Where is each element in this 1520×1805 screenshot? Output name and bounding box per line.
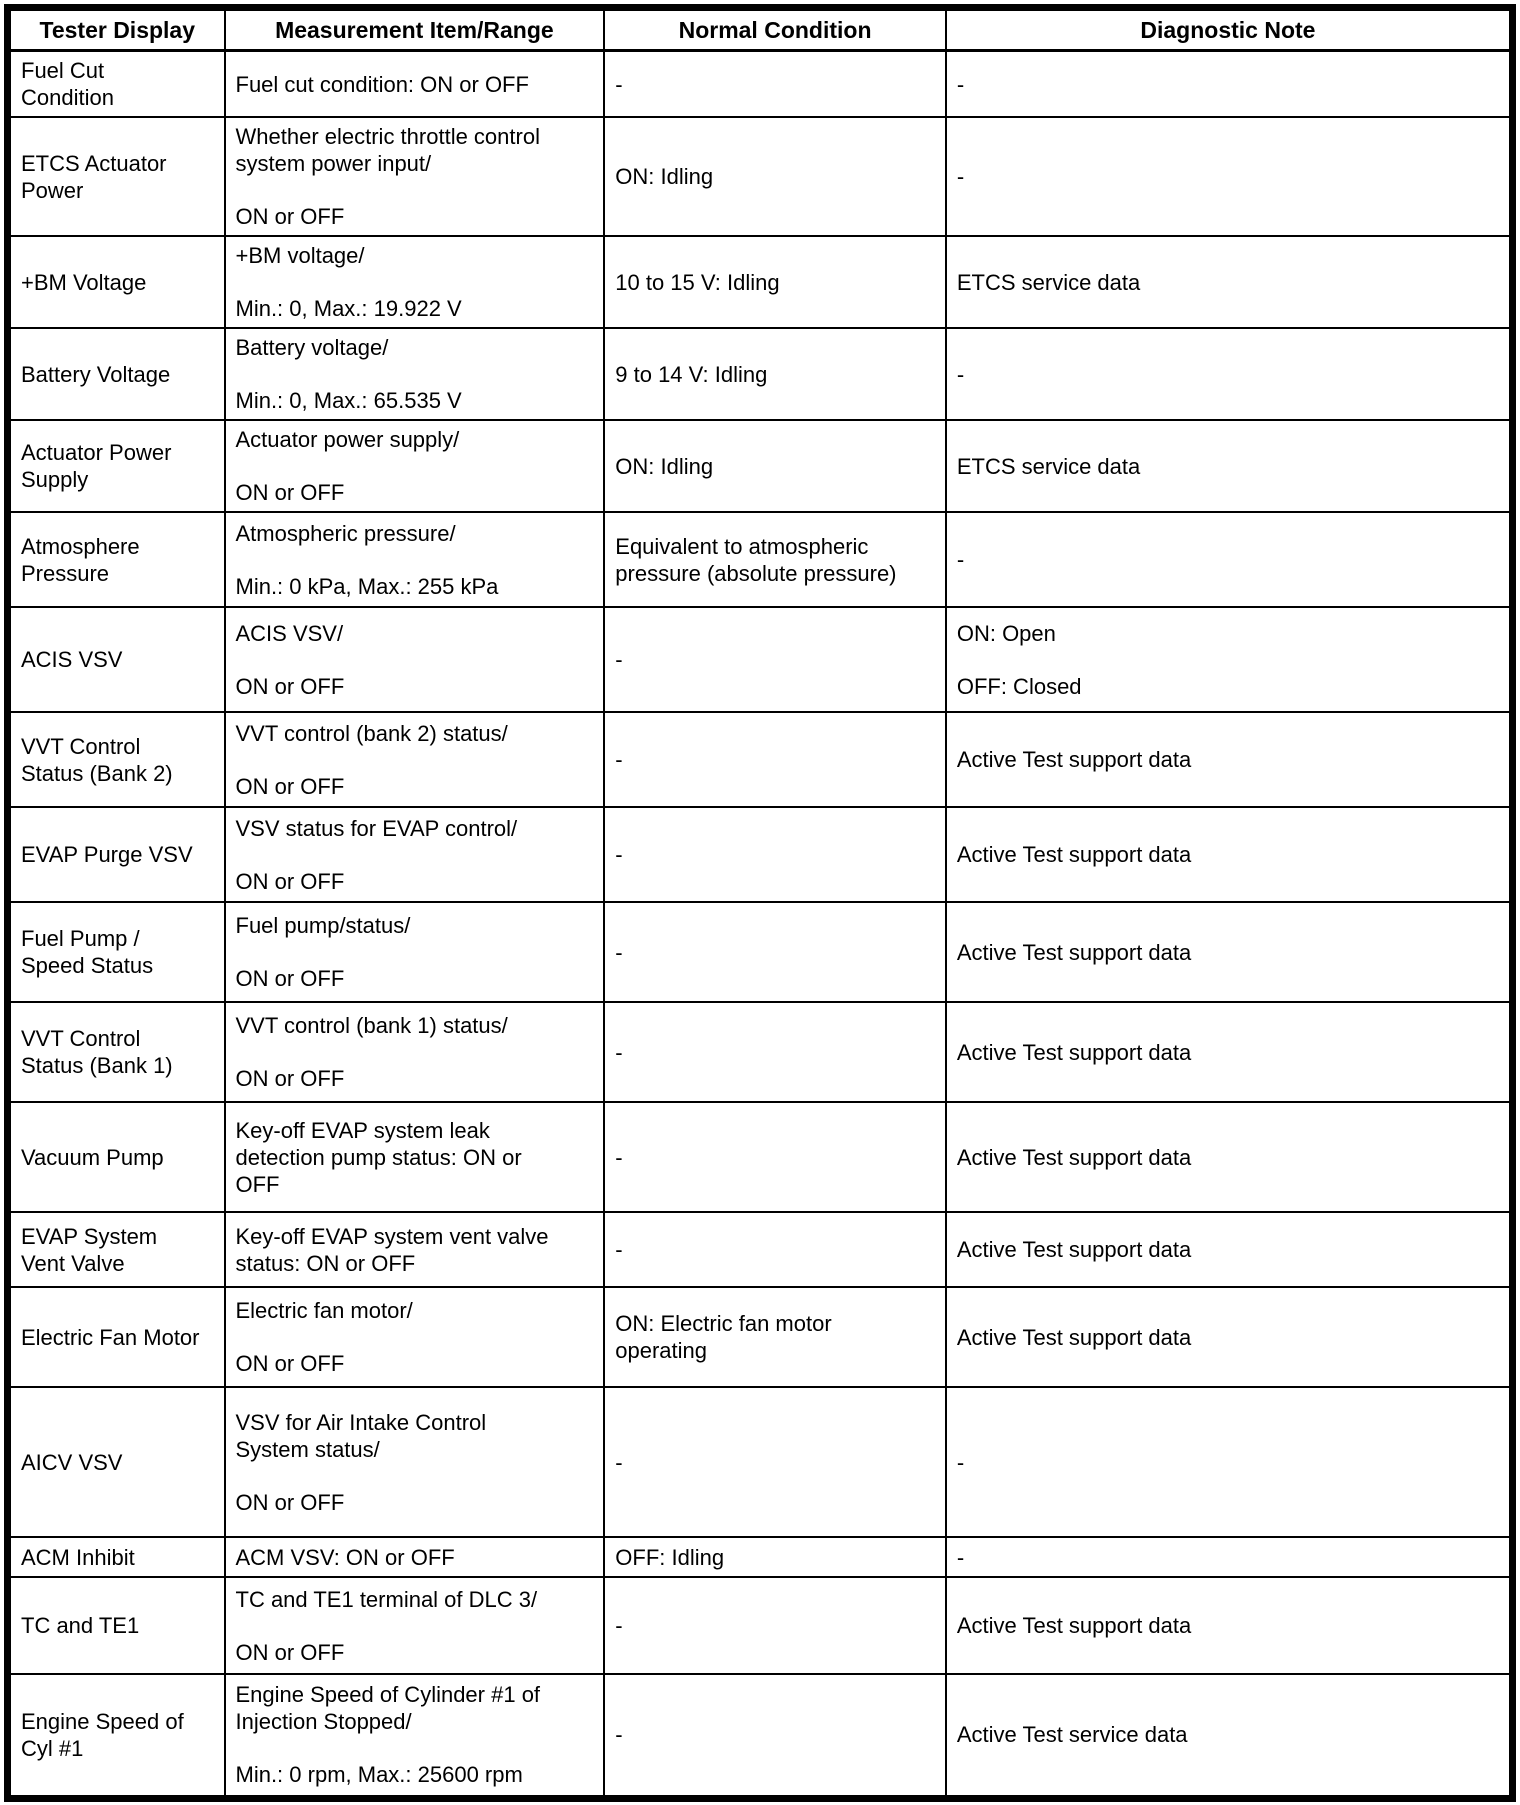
text-line: - bbox=[615, 647, 623, 672]
text-line: ON: Open bbox=[956, 620, 1056, 646]
diagnostic-note-cell bbox=[946, 1002, 1513, 1102]
text-line: VVT Control bbox=[21, 1026, 141, 1051]
measurement-item-cell bbox=[225, 1212, 605, 1287]
text-line: - bbox=[615, 842, 623, 867]
normal-condition-cell bbox=[604, 117, 946, 236]
table-row bbox=[8, 607, 1513, 712]
text-line: operating bbox=[615, 1338, 708, 1363]
column-header-normal-condition: Normal Condition bbox=[604, 8, 946, 51]
table-row bbox=[8, 51, 1513, 118]
measurement-item-cell bbox=[225, 1102, 605, 1212]
text-line: Condition bbox=[21, 85, 114, 110]
table-row bbox=[8, 1002, 1513, 1102]
text-line: Active Test support data bbox=[956, 1613, 1192, 1638]
text-line: OFF bbox=[235, 1171, 280, 1197]
paragraph-gap bbox=[236, 1735, 596, 1761]
paragraph-gap bbox=[236, 939, 596, 965]
text-line: EVAP System bbox=[21, 1223, 158, 1249]
text-line: Vacuum Pump bbox=[21, 1144, 164, 1170]
text-line: - bbox=[615, 1237, 623, 1262]
text-line: ACM VSV: ON or OFF bbox=[235, 1544, 455, 1570]
table-row bbox=[8, 1577, 1513, 1674]
text-line: Active Test support data bbox=[956, 1324, 1192, 1350]
diagnostic-note-cell bbox=[946, 236, 1513, 328]
diagnostic-note-cell bbox=[946, 1287, 1513, 1387]
text-line: ON: Idling bbox=[615, 453, 714, 479]
column-header-tester-display: Tester Display bbox=[8, 8, 225, 51]
table-row bbox=[8, 1674, 1513, 1798]
text-line: Atmosphere bbox=[21, 533, 140, 559]
text-line: Active Test service data bbox=[956, 1722, 1188, 1748]
text-line: pressure (absolute pressure) bbox=[615, 560, 897, 586]
measurement-item-cell bbox=[225, 236, 605, 328]
normal-condition-cell bbox=[604, 712, 946, 807]
paragraph-gap bbox=[236, 177, 596, 203]
text-line: Supply bbox=[21, 467, 89, 492]
text-line: 9 to 14 V: Idling bbox=[615, 361, 768, 387]
table-row bbox=[8, 117, 1513, 236]
text-line: ON or OFF bbox=[235, 773, 345, 799]
text-line: - bbox=[615, 1039, 623, 1065]
tester-display-cell bbox=[8, 1387, 225, 1537]
text-line: Active Test support data bbox=[956, 1039, 1192, 1065]
normal-condition-cell bbox=[604, 236, 946, 328]
text-line: ACIS VSV/ bbox=[235, 620, 344, 646]
measurement-item-cell bbox=[225, 807, 605, 902]
text-line: ON or OFF bbox=[235, 1639, 345, 1665]
normal-condition-cell bbox=[604, 1102, 946, 1212]
text-line: system power input/ bbox=[235, 151, 432, 176]
paragraph-gap bbox=[236, 647, 596, 673]
normal-condition-cell bbox=[604, 807, 946, 902]
text-line: Min.: 0 kPa, Max.: 255 kPa bbox=[235, 573, 499, 599]
paragraph-gap bbox=[236, 547, 596, 573]
diagnostic-note-cell bbox=[946, 1674, 1513, 1798]
tester-display-cell bbox=[8, 902, 225, 1002]
text-line: Active Test support data bbox=[956, 1144, 1192, 1170]
diagnostic-note-cell bbox=[946, 117, 1513, 236]
paragraph-gap bbox=[236, 269, 596, 295]
text-line: Cyl #1 bbox=[21, 1735, 84, 1761]
measurement-item-cell bbox=[225, 607, 605, 712]
text-line: VSV status for EVAP control/ bbox=[235, 815, 518, 841]
text-line: EVAP Purge VSV bbox=[21, 842, 193, 867]
table-row bbox=[8, 420, 1513, 512]
normal-condition-cell bbox=[604, 1537, 946, 1577]
text-line: Speed Status bbox=[21, 953, 154, 978]
text-line: Status (Bank 2) bbox=[21, 760, 173, 786]
text-line: Active Test support data bbox=[956, 747, 1192, 772]
paragraph-gap bbox=[957, 647, 1501, 673]
text-line: Active Test support data bbox=[956, 842, 1192, 867]
text-line: Whether electric throttle control bbox=[235, 124, 540, 149]
tester-display-cell bbox=[8, 807, 225, 902]
diagnostic-note-cell bbox=[946, 328, 1513, 420]
paragraph-gap bbox=[236, 453, 596, 479]
text-line: Battery voltage/ bbox=[235, 335, 389, 360]
text-line: - bbox=[615, 1613, 623, 1638]
normal-condition-cell bbox=[604, 51, 946, 118]
text-line: +BM voltage/ bbox=[235, 243, 365, 268]
text-line: Equivalent to atmospheric bbox=[615, 533, 869, 559]
text-line: VVT Control bbox=[21, 733, 141, 759]
column-header-measurement-item-range: Measurement Item/Range bbox=[225, 8, 605, 51]
text-line: - bbox=[615, 1449, 623, 1475]
table-row bbox=[8, 1287, 1513, 1387]
paragraph-gap bbox=[236, 1463, 596, 1489]
text-line: - bbox=[615, 1722, 623, 1748]
measurement-item-cell bbox=[225, 512, 605, 607]
diagnostic-note-cell bbox=[946, 902, 1513, 1002]
measurement-item-cell bbox=[225, 1387, 605, 1537]
text-line: - bbox=[956, 164, 965, 189]
text-line: Active Test support data bbox=[956, 1237, 1192, 1262]
text-line: Min.: 0 rpm, Max.: 25600 rpm bbox=[235, 1762, 523, 1788]
text-line: Injection Stopped/ bbox=[235, 1709, 412, 1735]
column-header-diagnostic-note: Diagnostic Note bbox=[946, 8, 1513, 51]
diagnostic-note-cell bbox=[946, 1387, 1513, 1537]
normal-condition-cell bbox=[604, 328, 946, 420]
text-line: Status (Bank 1) bbox=[21, 1053, 173, 1078]
text-line: ETCS service data bbox=[956, 269, 1141, 295]
text-line: - bbox=[615, 747, 623, 772]
text-line: Power bbox=[21, 177, 84, 203]
tester-display-cell bbox=[8, 236, 225, 328]
text-line: ON or OFF bbox=[235, 480, 345, 505]
text-line: Electric fan motor/ bbox=[235, 1298, 413, 1323]
normal-condition-cell bbox=[604, 512, 946, 607]
table-row bbox=[8, 236, 1513, 328]
diagnostic-note-cell bbox=[946, 1577, 1513, 1674]
normal-condition-cell bbox=[604, 1387, 946, 1537]
text-line: ON: Idling bbox=[615, 164, 714, 189]
paragraph-gap bbox=[236, 361, 596, 387]
text-line: ON or OFF bbox=[235, 1066, 345, 1091]
table-row bbox=[8, 1387, 1513, 1537]
tester-display-cell bbox=[8, 1102, 225, 1212]
diagnostic-note-cell bbox=[946, 1537, 1513, 1577]
text-line: TC and TE1 bbox=[21, 1613, 140, 1638]
tester-display-cell bbox=[8, 607, 225, 712]
measurement-item-cell bbox=[225, 1002, 605, 1102]
measurement-item-cell bbox=[225, 1674, 605, 1798]
text-line: ON: Electric fan motor bbox=[615, 1311, 832, 1336]
text-line: ACM Inhibit bbox=[21, 1544, 135, 1570]
paragraph-gap bbox=[236, 1324, 596, 1350]
text-line: ON or OFF bbox=[235, 204, 345, 229]
table-row bbox=[8, 712, 1513, 807]
text-line: VVT control (bank 1) status/ bbox=[235, 1013, 508, 1038]
text-line: - bbox=[956, 361, 965, 387]
text-line: VSV for Air Intake Control bbox=[235, 1409, 487, 1435]
paragraph-gap bbox=[236, 1039, 596, 1065]
text-line: ON or OFF bbox=[235, 966, 345, 991]
measurement-item-cell bbox=[225, 117, 605, 236]
measurement-item-cell bbox=[225, 51, 605, 118]
text-line: Battery Voltage bbox=[21, 361, 171, 387]
normal-condition-cell bbox=[604, 420, 946, 512]
text-line: Active Test support data bbox=[956, 939, 1192, 965]
text-line: ETCS service data bbox=[956, 453, 1141, 479]
text-line: Vent Valve bbox=[21, 1250, 125, 1276]
text-line: ON or OFF bbox=[235, 1351, 345, 1376]
text-line: Electric Fan Motor bbox=[21, 1324, 200, 1350]
text-line: +BM Voltage bbox=[21, 269, 147, 295]
text-line: OFF: Idling bbox=[615, 1544, 725, 1570]
measurement-item-cell bbox=[225, 420, 605, 512]
tester-display-cell bbox=[8, 328, 225, 420]
text-line: Fuel Cut bbox=[21, 58, 105, 83]
tester-display-cell bbox=[8, 117, 225, 236]
text-line: Fuel cut condition: ON or OFF bbox=[235, 71, 529, 97]
paragraph-gap bbox=[236, 1613, 596, 1639]
text-line: - bbox=[615, 939, 623, 965]
table-row bbox=[8, 512, 1513, 607]
text-line: System status/ bbox=[235, 1436, 380, 1462]
text-line: - bbox=[956, 547, 965, 572]
text-line: AICV VSV bbox=[21, 1449, 123, 1475]
text-line: Engine Speed of bbox=[21, 1708, 184, 1734]
normal-condition-cell bbox=[604, 1287, 946, 1387]
text-line: 10 to 15 V: Idling bbox=[615, 269, 780, 295]
text-line: TC and TE1 terminal of DLC 3/ bbox=[235, 1586, 538, 1612]
text-line: status: ON or OFF bbox=[235, 1250, 416, 1276]
table-row bbox=[8, 1102, 1513, 1212]
text-line: Key-off EVAP system vent valve bbox=[235, 1223, 549, 1249]
tester-display-cell bbox=[8, 712, 225, 807]
tester-display-cell bbox=[8, 420, 225, 512]
text-line: Fuel pump/status/ bbox=[235, 913, 411, 938]
table-row bbox=[8, 1212, 1513, 1287]
measurement-item-cell bbox=[225, 902, 605, 1002]
diagnostic-note-cell bbox=[946, 807, 1513, 902]
tester-display-cell bbox=[8, 51, 225, 118]
diagnostic-note-cell bbox=[946, 51, 1513, 118]
paragraph-gap bbox=[236, 747, 596, 773]
normal-condition-cell bbox=[604, 1212, 946, 1287]
text-line: Atmospheric pressure/ bbox=[235, 520, 456, 546]
normal-condition-cell bbox=[604, 1577, 946, 1674]
normal-condition-cell bbox=[604, 1002, 946, 1102]
text-line: Min.: 0, Max.: 65.535 V bbox=[235, 388, 462, 413]
diagnostic-note-cell bbox=[946, 712, 1513, 807]
normal-condition-cell bbox=[604, 1674, 946, 1798]
tester-display-cell bbox=[8, 1674, 225, 1798]
text-line: Key-off EVAP system leak bbox=[235, 1117, 490, 1143]
table-header bbox=[8, 8, 1513, 51]
text-line: ON or OFF bbox=[235, 1489, 345, 1515]
text-line: detection pump status: ON or bbox=[235, 1144, 522, 1170]
diagnostic-note-cell bbox=[946, 1102, 1513, 1212]
text-line: Actuator power supply/ bbox=[235, 427, 460, 452]
text-line: - bbox=[615, 1144, 623, 1170]
text-line: Pressure bbox=[21, 560, 110, 586]
measurement-item-cell bbox=[225, 1287, 605, 1387]
table-row bbox=[8, 807, 1513, 902]
text-line: VVT control (bank 2) status/ bbox=[235, 720, 508, 746]
table-row bbox=[8, 1537, 1513, 1577]
text-line: - bbox=[956, 1449, 965, 1475]
tester-display-cell bbox=[8, 1002, 225, 1102]
paragraph-gap bbox=[236, 842, 596, 868]
text-line: Engine Speed of Cylinder #1 of bbox=[235, 1682, 541, 1708]
tester-display-cell bbox=[8, 512, 225, 607]
table-row bbox=[8, 328, 1513, 420]
tester-display-cell bbox=[8, 1537, 225, 1577]
text-line: ON or OFF bbox=[235, 673, 345, 699]
diagnostic-data-table bbox=[4, 4, 1516, 1802]
text-line: - bbox=[956, 71, 965, 97]
text-line: - bbox=[615, 71, 623, 97]
tester-display-cell bbox=[8, 1212, 225, 1287]
text-line: Actuator Power bbox=[21, 440, 172, 465]
measurement-item-cell bbox=[225, 328, 605, 420]
table-row bbox=[8, 902, 1513, 1002]
tester-display-cell bbox=[8, 1287, 225, 1387]
text-line: Min.: 0, Max.: 19.922 V bbox=[235, 296, 462, 321]
diagnostic-note-cell bbox=[946, 1212, 1513, 1287]
normal-condition-cell bbox=[604, 902, 946, 1002]
text-line: ETCS Actuator bbox=[21, 150, 167, 176]
diagnostic-note-cell bbox=[946, 607, 1513, 712]
diagnostic-note-cell bbox=[946, 512, 1513, 607]
text-line: Fuel Pump / bbox=[21, 926, 140, 951]
measurement-item-cell bbox=[225, 712, 605, 807]
measurement-item-cell bbox=[225, 1537, 605, 1577]
text-line: ACIS VSV bbox=[21, 647, 123, 672]
normal-condition-cell bbox=[604, 607, 946, 712]
diagnostic-note-cell bbox=[946, 420, 1513, 512]
tester-display-cell bbox=[8, 1577, 225, 1674]
text-line: OFF: Closed bbox=[956, 673, 1082, 699]
header-row bbox=[8, 8, 1513, 51]
measurement-item-cell bbox=[225, 1577, 605, 1674]
table-body bbox=[8, 51, 1513, 1799]
text-line: - bbox=[956, 1544, 965, 1570]
text-line: ON or OFF bbox=[235, 868, 345, 894]
